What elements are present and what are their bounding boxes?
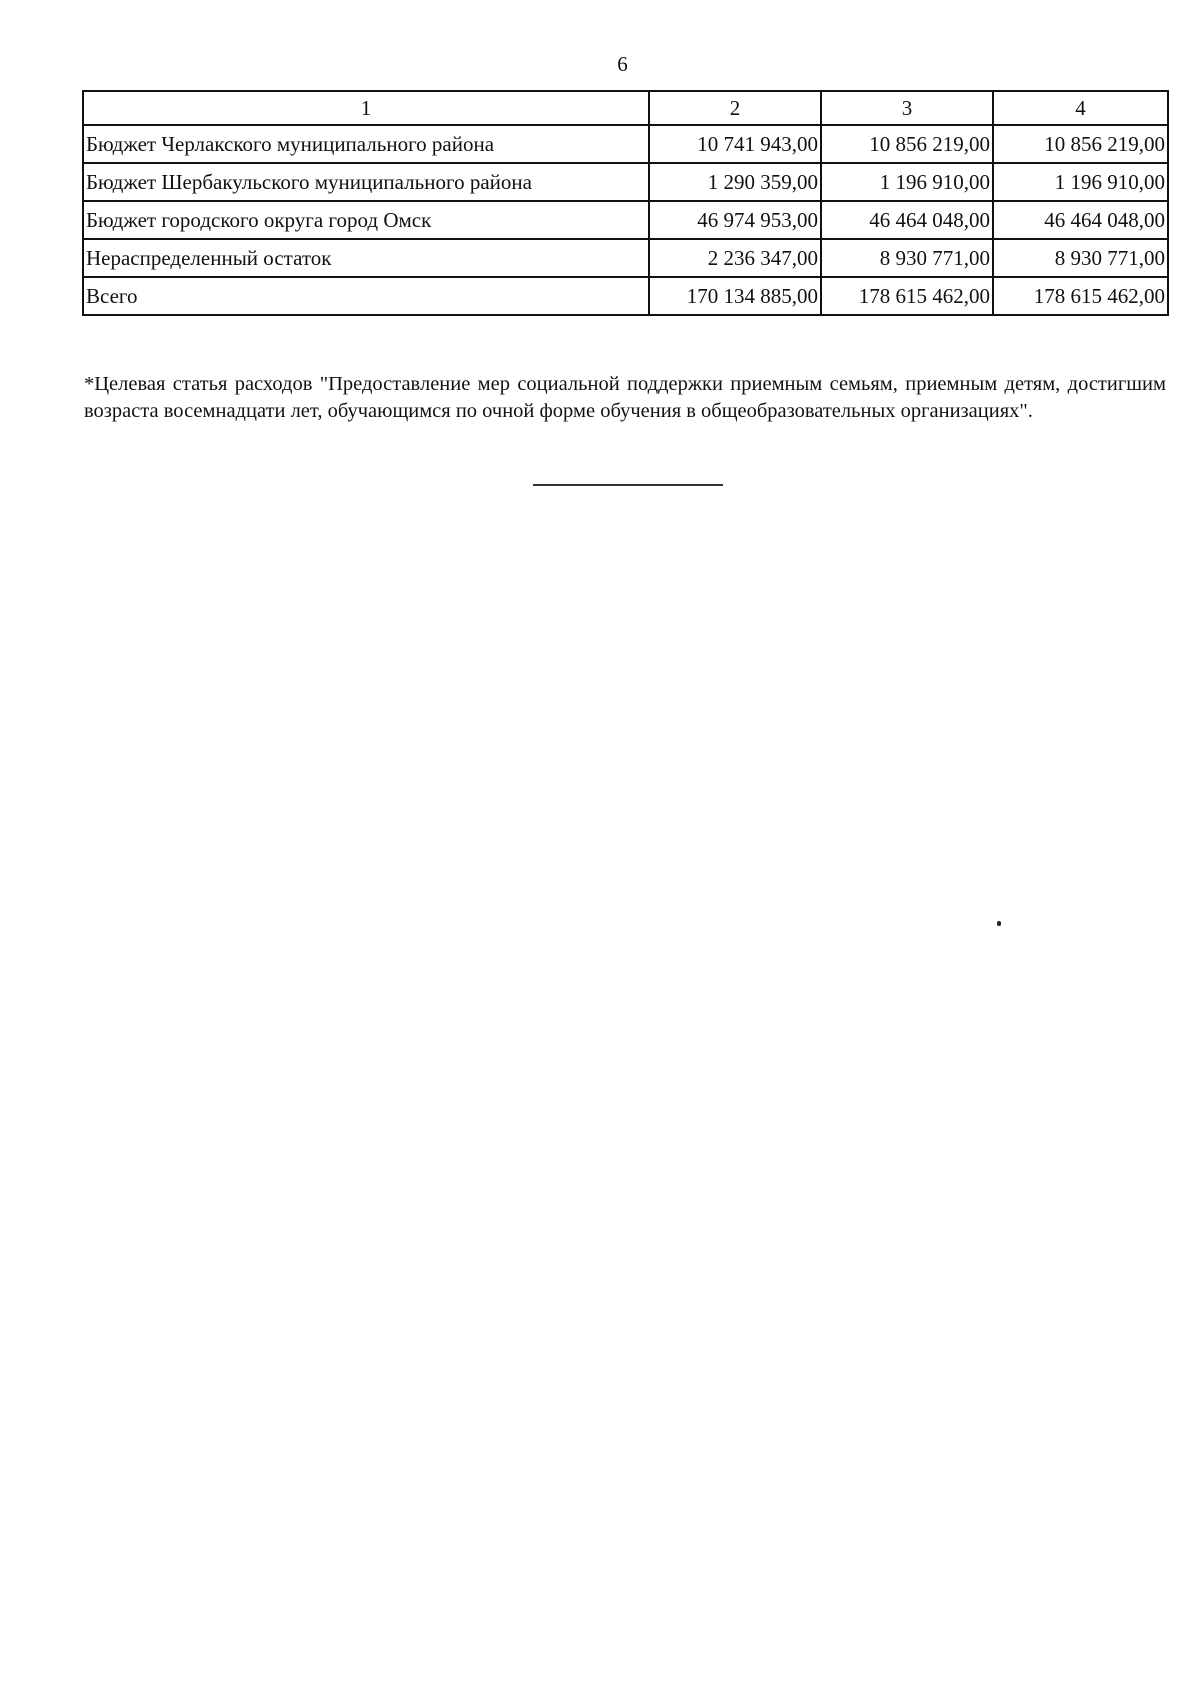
table-row (83, 163, 1168, 201)
row-value-col2: 1 290 359,00 (649, 163, 821, 201)
table-row (83, 125, 1168, 163)
column-header-3: 3 (821, 91, 993, 125)
row-value-col4: 178 615 462,00 (993, 277, 1168, 315)
table-header-row (83, 91, 1168, 125)
row-value-col4: 1 196 910,00 (993, 163, 1168, 201)
row-value-col2: 2 236 347,00 (649, 239, 821, 277)
table-row-total (83, 277, 1168, 315)
row-value-col2: 10 741 943,00 (649, 125, 821, 163)
row-value-col3: 8 930 771,00 (821, 239, 993, 277)
page-number: 6 (617, 52, 628, 76)
budget-table (82, 90, 1169, 316)
row-value-col4: 46 464 048,00 (993, 201, 1168, 239)
row-value-col2: 170 134 885,00 (649, 277, 821, 315)
row-value-col3: 178 615 462,00 (821, 277, 993, 315)
scan-artifact-dot (997, 921, 1001, 926)
footnote: *Целевая статья расходов "Предоставление мер социальной поддержки приемным семьям, приемным детям, достигшим возраста восемнадцати лет, обучающимся по очной форме обучения в общеобразовательных организациях". (84, 372, 1166, 422)
end-of-document-rule (533, 484, 723, 486)
column-header-1: 1 (83, 91, 649, 125)
row-name: Бюджет Шербакульского муниципального района (83, 163, 649, 201)
column-header-4: 4 (993, 91, 1168, 125)
table-row (83, 239, 1168, 277)
table-row (83, 201, 1168, 239)
row-value-col4: 8 930 771,00 (993, 239, 1168, 277)
row-value-col3: 10 856 219,00 (821, 125, 993, 163)
column-header-2: 2 (649, 91, 821, 125)
row-value-col3: 1 196 910,00 (821, 163, 993, 201)
row-value-col2: 46 974 953,00 (649, 201, 821, 239)
row-value-col3: 46 464 048,00 (821, 201, 993, 239)
row-name: Нераспределенный остаток (83, 239, 649, 277)
row-name: Всего (83, 277, 649, 315)
row-value-col4: 10 856 219,00 (993, 125, 1168, 163)
row-name: Бюджет городского округа город Омск (83, 201, 649, 239)
row-name: Бюджет Черлакского муниципального района (83, 125, 649, 163)
